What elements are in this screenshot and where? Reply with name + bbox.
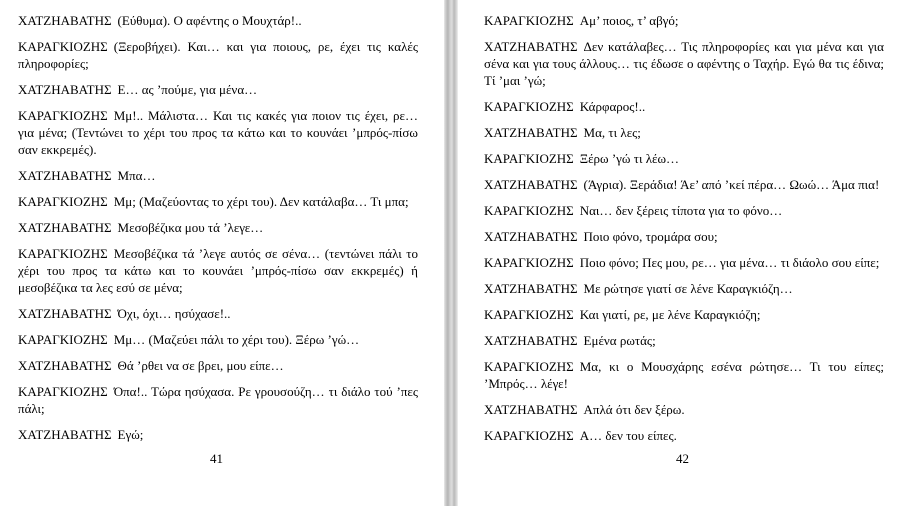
book-gutter	[444, 0, 458, 506]
dialogue-line	[484, 401, 884, 418]
speaker-name: ΚΑΡΑΓΚΙΟΖΗΣ	[18, 384, 108, 399]
dialogue-text: Απλά ότι δεν ξέρω.	[583, 402, 685, 417]
dialogue-line	[484, 176, 884, 193]
dialogue-line	[484, 124, 884, 141]
dialogue-line	[18, 107, 418, 158]
speaker-name: ΚΑΡΑΓΚΙΟΖΗΣ	[484, 151, 574, 166]
dialogue-text: (Ξεροβήχει). Και… και για ποιους, ρε, έχει τις καλές πληροφορίες;	[18, 39, 418, 71]
speaker-name: ΧΑΤΖΗΑΒΑΤΗΣ	[484, 333, 578, 348]
dialogue-line	[18, 331, 418, 348]
speaker-name: ΧΑΤΖΗΑΒΑΤΗΣ	[484, 177, 578, 192]
dialogue-line	[18, 38, 418, 72]
page-left	[0, 0, 444, 506]
speaker-name: ΧΑΤΖΗΑΒΑΤΗΣ	[484, 281, 578, 296]
speaker-name: ΧΑΤΖΗΑΒΑΤΗΣ	[484, 39, 578, 54]
dialogue-line	[18, 193, 418, 210]
dialogue-line	[484, 12, 884, 29]
dialogue-line	[484, 202, 884, 219]
dialogue-text: Μα, κι ο Μουσχάρης εσένα ρώτησε… Τι του είπες; ’Μπρός… λέγε!	[484, 359, 884, 391]
dialogue-text: (Άγρια). Ξεράδια! Άε’ από ’κεί πέρα… Ωωώ… Άμα πια!	[583, 177, 880, 192]
page-text	[18, 12, 418, 452]
speaker-name: ΚΑΡΑΓΚΙΟΖΗΣ	[18, 194, 108, 209]
dialogue-line	[18, 81, 418, 98]
dialogue-text: Μμ; (Μαζεύοντας το χέρι του). Δεν κατάλαβα… Τι μπα;	[113, 194, 409, 209]
speaker-name: ΧΑΤΖΗΑΒΑΤΗΣ	[18, 306, 112, 321]
speaker-name: ΧΑΤΖΗΑΒΑΤΗΣ	[484, 125, 578, 140]
dialogue-text: Αμ’ ποιος, τ’ αβγό;	[579, 13, 679, 28]
dialogue-text: Ποιο φόνο, τρομάρα σου;	[583, 229, 718, 244]
speaker-name: ΚΑΡΑΓΚΙΟΖΗΣ	[484, 203, 574, 218]
dialogue-text: Ξέρω ’γώ τι λέω…	[579, 151, 680, 166]
speaker-name: ΚΑΡΑΓΚΙΟΖΗΣ	[18, 246, 108, 261]
dialogue-text: Α… δεν του είπες.	[579, 428, 677, 443]
dialogue-line	[484, 254, 884, 271]
dialogue-text: (Εύθυμα). Ο αφέντης ο Μουχτάρ!..	[117, 13, 302, 28]
speaker-name: ΧΑΤΖΗΑΒΑΤΗΣ	[484, 229, 578, 244]
dialogue-text: Όχι, όχι… ησύχασε!..	[117, 306, 231, 321]
dialogue-line	[18, 383, 418, 417]
speaker-name: ΚΑΡΑΓΚΙΟΖΗΣ	[18, 39, 108, 54]
dialogue-line	[18, 357, 418, 374]
page-number: 41	[210, 451, 223, 466]
page-text	[484, 12, 884, 453]
speaker-name: ΧΑΤΖΗΑΒΑΤΗΣ	[18, 220, 112, 235]
dialogue-text: Ε… ας ’πούμε, για μένα…	[117, 82, 258, 97]
dialogue-text: Μμ!.. Μάλιστα… Και τις κακές για ποιον τις έχει, ρε… για μένα; (Τεντώνει το χέρι του προς τα κάτω και το κουνάει ’μπρός-πίσω σαν εκκρεμές).	[18, 108, 418, 157]
dialogue-text: Ναι… δεν ξέρεις τίποτα για το φόνο…	[579, 203, 783, 218]
speaker-name: ΚΑΡΑΓΚΙΟΖΗΣ	[18, 332, 108, 347]
speaker-name: ΚΑΡΑΓΚΙΟΖΗΣ	[484, 307, 574, 322]
page-number: 42	[676, 451, 689, 466]
dialogue-line	[18, 12, 418, 29]
dialogue-text: Δεν κατάλαβες… Τις πληροφορίες και για μένα και για σένα και για τους άλλους… τις έδωσε ο αφέντης ο Ταχήρ. Εγώ θα τις έδινα; Τί ’μαι ’γώ;	[484, 39, 884, 88]
speaker-name: ΚΑΡΑΓΚΙΟΖΗΣ	[484, 255, 574, 270]
dialogue-line	[18, 426, 418, 443]
dialogue-text: Κάρφαρος!..	[579, 99, 646, 114]
dialogue-line	[484, 427, 884, 444]
page-right	[458, 0, 901, 506]
dialogue-text: Μμ… (Μαζεύει πάλι το χέρι του). Ξέρω ’γώ…	[113, 332, 360, 347]
speaker-name: ΧΑΤΖΗΑΒΑΤΗΣ	[18, 82, 112, 97]
speaker-name: ΧΑΤΖΗΑΒΑΤΗΣ	[18, 13, 112, 28]
dialogue-line	[484, 306, 884, 323]
dialogue-line	[484, 150, 884, 167]
speaker-name: ΚΑΡΑΓΚΙΟΖΗΣ	[484, 13, 574, 28]
dialogue-text: Μεσοβέζικα μου τά ’λεγε…	[117, 220, 264, 235]
dialogue-line	[18, 305, 418, 322]
dialogue-line	[484, 280, 884, 297]
dialogue-line	[484, 358, 884, 392]
dialogue-line	[484, 38, 884, 89]
dialogue-line	[484, 98, 884, 115]
dialogue-text: Εμένα ρωτάς;	[583, 333, 656, 348]
dialogue-text: Μα, τι λες;	[583, 125, 641, 140]
dialogue-text: Μπα…	[117, 168, 156, 183]
dialogue-text: Με ρώτησε γιατί σε λένε Καραγκιόζη…	[583, 281, 793, 296]
dialogue-text: Θά ’ρθει να σε βρει, μου είπε…	[117, 358, 284, 373]
dialogue-line	[18, 245, 418, 296]
dialogue-text: Ποιο φόνο; Πες μου, ρε… για μένα… τι διάολο σου είπε;	[579, 255, 880, 270]
dialogue-text: Εγώ;	[117, 427, 144, 442]
speaker-name: ΧΑΤΖΗΑΒΑΤΗΣ	[18, 168, 112, 183]
dialogue-line	[18, 219, 418, 236]
dialogue-text: Μεσοβέζικα τά ’λεγε αυτός σε σένα… (τεντώνει πάλι το χέρι του προς τα κάτω και το κουνάει ’μπρός-πίσω σαν εκκρεμές) ή μεσοβέζικα τα λες εσύ σε μένα;	[18, 246, 418, 295]
dialogue-line	[484, 332, 884, 349]
speaker-name: ΚΑΡΑΓΚΙΟΖΗΣ	[18, 108, 108, 123]
dialogue-text: Και γιατί, ρε, με λένε Καραγκιόζη;	[579, 307, 761, 322]
dialogue-text: Όπα!.. Τώρα ησύχασα. Ρε γρουσούζη… τι διάλο τού ’πες πάλι;	[18, 384, 418, 416]
speaker-name: ΧΑΤΖΗΑΒΑΤΗΣ	[484, 402, 578, 417]
speaker-name: ΧΑΤΖΗΑΒΑΤΗΣ	[18, 358, 112, 373]
speaker-name: ΚΑΡΑΓΚΙΟΖΗΣ	[484, 359, 574, 374]
speaker-name: ΚΑΡΑΓΚΙΟΖΗΣ	[484, 428, 574, 443]
dialogue-line	[484, 228, 884, 245]
dialogue-line	[18, 167, 418, 184]
speaker-name: ΧΑΤΖΗΑΒΑΤΗΣ	[18, 427, 112, 442]
speaker-name: ΚΑΡΑΓΚΙΟΖΗΣ	[484, 99, 574, 114]
